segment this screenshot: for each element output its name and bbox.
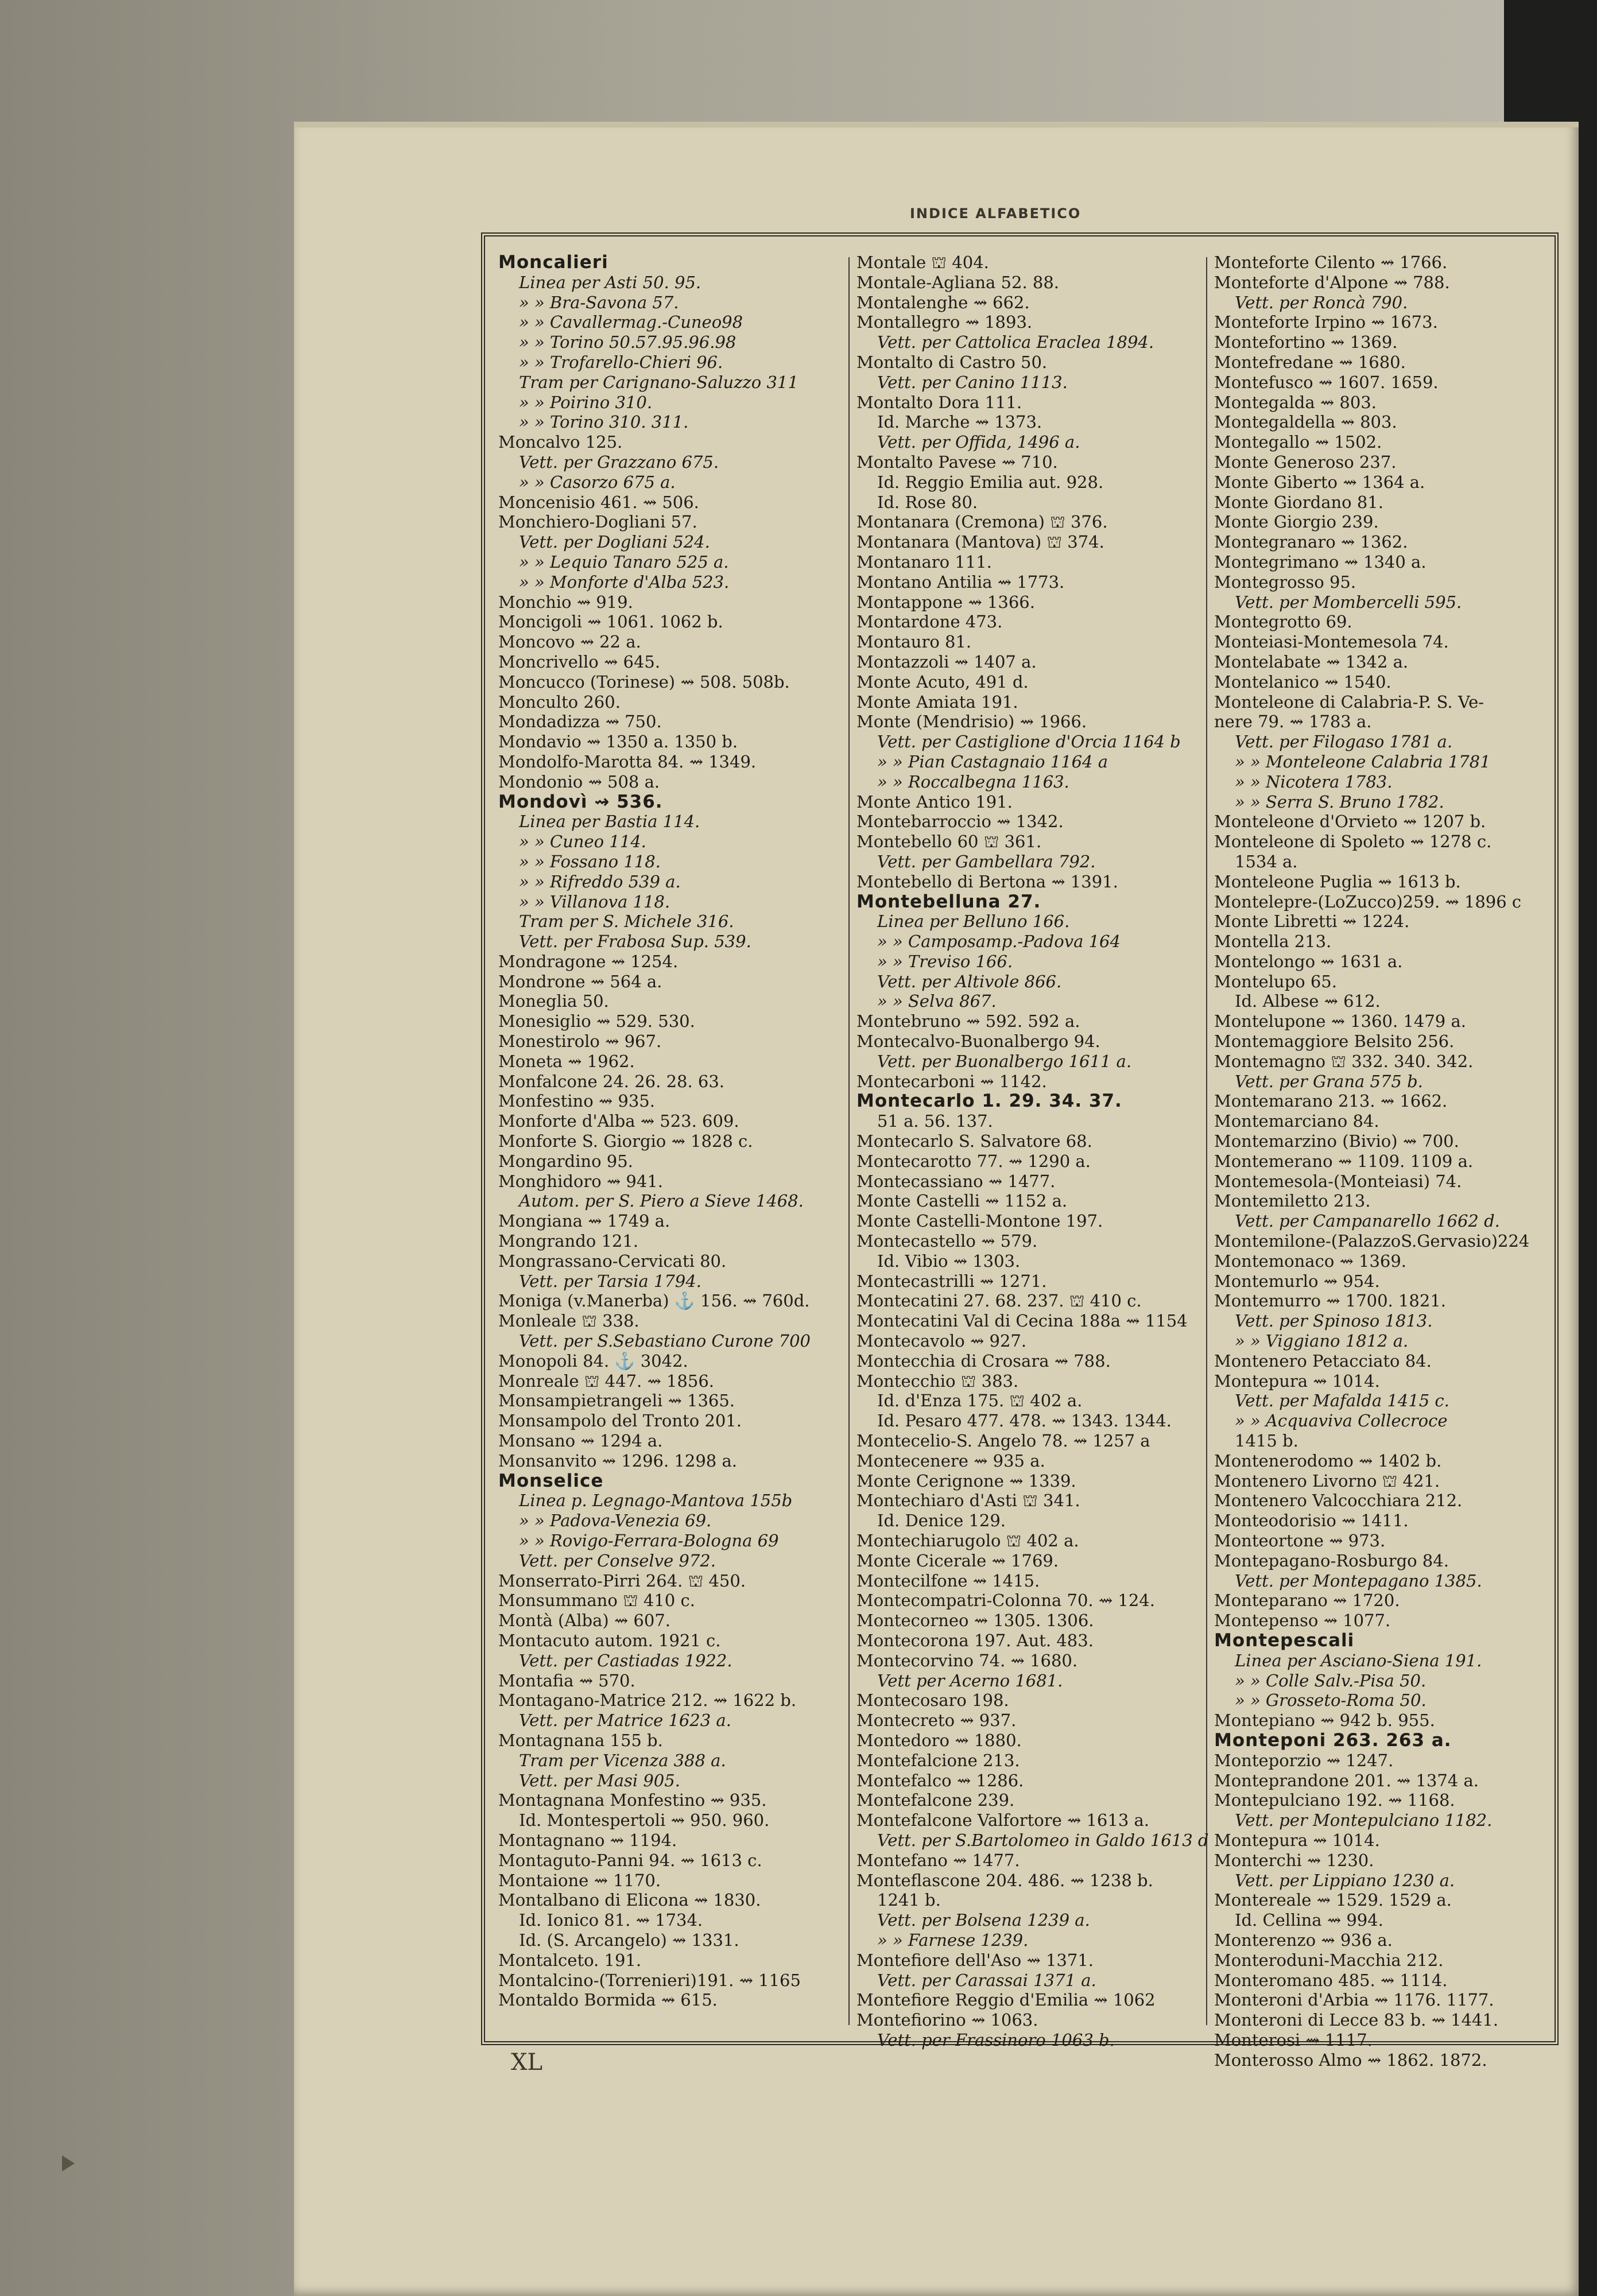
index-entry: Montelanico ⇝ 1540. (1214, 672, 1391, 692)
index-entry: Montemilone-(PalazzoS.Gervasio)224 (1214, 1231, 1530, 1251)
index-entry: Montappone ⇝ 1366. (856, 592, 1035, 612)
column-rule-2 (1206, 257, 1207, 2025)
index-entry: Montagnana Monfestino ⇝ 935. (498, 1790, 767, 1810)
index-entry: Montelupone ⇝ 1360. 1479 a. (1214, 1011, 1466, 1031)
index-entry: Montegrotto 69. (1214, 612, 1352, 632)
index-entry: Montefalco ⇝ 1286. (856, 1770, 1024, 1790)
index-entry: Moncalvo 125. (498, 432, 623, 452)
index-entry: Montenero Petacciato 84. (1214, 1351, 1432, 1371)
index-entry: » » Treviso 166. (877, 951, 1013, 971)
index-entry: Montepura ⇝ 1014. (1214, 1830, 1380, 1850)
index-entry: Montagnana 155 b. (498, 1730, 663, 1750)
index-entry: Monte Cicerale ⇝ 1769. (856, 1550, 1059, 1570)
index-entry: Mongiana ⇝ 1749 a. (498, 1211, 670, 1231)
index-entry: Monte (Mendrisio) ⇝ 1966. (856, 712, 1087, 732)
index-entry: 51 a. 56. 137. (877, 1111, 993, 1131)
index-entry: Montecalvo-Buonalbergo 94. (856, 1031, 1100, 1052)
index-entry: Montella 213. (1214, 932, 1332, 952)
index-entry: Monteforte Cilento ⇝ 1766. (1214, 253, 1448, 272)
index-entry: Montagano-Matrice 212. ⇝ 1622 b. (498, 1690, 797, 1711)
index-entry: Montecassiano ⇝ 1477. (856, 1171, 1056, 1191)
index-entry: Montecatini Val di Cecina 188a ⇝ 1154 (856, 1311, 1188, 1331)
index-entry: » » Roccalbegna 1163. (877, 771, 1069, 792)
index-column-2 (856, 253, 1209, 2050)
index-entry: Vett. per Offida, 1496 a. (877, 432, 1080, 452)
page-top-edge (294, 122, 1579, 127)
index-entry: Montallegro ⇝ 1893. (856, 312, 1033, 332)
index-entry: Monte Giordano 81. (1214, 492, 1383, 512)
index-entry: » » Selva 867. (877, 991, 997, 1011)
index-entry: Montanara (Cremona) ⛫ 376. (856, 512, 1108, 532)
index-entry: » » Pian Castagnaio 1164 a (877, 751, 1108, 771)
index-entry: Vett. per Montepulciano 1182. (1235, 1810, 1493, 1830)
index-entry: Vett. per Dogliani 524. (519, 532, 710, 552)
index-entry: Moncucco (Torinese) ⇝ 508. 508b. (498, 672, 790, 692)
index-entry: Monsampietrangeli ⇝ 1365. (498, 1391, 735, 1411)
index-entry: Vett. per Castiadas 1922. (519, 1650, 732, 1670)
index-entry: Montecchia di Crosara ⇝ 788. (856, 1351, 1111, 1371)
index-entry: Monte Libretti ⇝ 1224. (1214, 912, 1410, 932)
index-entry: Montecarotto 77. ⇝ 1290 a. (856, 1151, 1091, 1171)
index-entry: Montemurlo ⇝ 954. (1214, 1271, 1380, 1291)
index-entry: Montecorvino 74. ⇝ 1680. (856, 1650, 1078, 1670)
page-folio: XL (511, 2049, 543, 2076)
index-entry: Montecarlo S. Salvatore 68. (856, 1131, 1092, 1151)
index-entry: Id. Cellina ⇝ 994. (1235, 1910, 1383, 1930)
index-entry: Montecorona 197. Aut. 483. (856, 1630, 1094, 1650)
index-entry: » » Nicotera 1783. (1235, 771, 1393, 792)
index-entry: Linea per Belluno 166. (877, 912, 1070, 932)
index-entry: » » Monteleone Calabria 1781 (1235, 751, 1491, 771)
index-entry: Linea per Asti 50. 95. (519, 272, 701, 292)
index-entry: Montauro 81. (856, 632, 972, 652)
index-entry: Montepescali (1214, 1630, 1355, 1651)
index-entry: Monculto 260. (498, 692, 621, 712)
index-entry: Montecompatri-Colonna 70. ⇝ 124. (856, 1591, 1155, 1611)
index-entry: Moncovo ⇝ 22 a. (498, 632, 641, 652)
index-entry: Montefalcone Valfortore ⇝ 1613 a. (856, 1810, 1150, 1830)
index-entry: Monte Acuto, 491 d. (856, 672, 1029, 692)
index-entry: Monserrato-Pirri 264. ⛫ 450. (498, 1570, 746, 1591)
index-entry: Montegalda ⇝ 803. (1214, 392, 1377, 412)
index-entry: Monteflascone 204. 486. ⇝ 1238 b. (856, 1870, 1153, 1890)
index-entry: Montalbano di Elicona ⇝ 1830. (498, 1890, 761, 1910)
index-entry: » » Torino 310. 311. (519, 412, 689, 432)
index-entry: Vett. per Filogaso 1781 a. (1235, 732, 1453, 752)
index-entry: » » Torino 50.57.95.96.98 (519, 332, 737, 352)
index-entry: Vett. per Carassai 1371 a. (877, 1970, 1096, 1990)
index-entry: Vett. per Conselve 972. (519, 1550, 716, 1570)
index-entry: Monteroni d'Arbia ⇝ 1176. 1177. (1214, 1990, 1494, 2010)
index-entry: Vett. per Mafalda 1415 c. (1235, 1391, 1449, 1411)
index-entry: Montecreto ⇝ 937. (856, 1711, 1017, 1731)
index-entry: Montemurro ⇝ 1700. 1821. (1214, 1291, 1447, 1311)
index-entry: Moneta ⇝ 1962. (498, 1051, 635, 1071)
index-entry: Linea per Bastia 114. (519, 812, 700, 832)
index-entry: Monsanvito ⇝ 1296. 1298 a. (498, 1450, 737, 1471)
index-entry: Montafia ⇝ 570. (498, 1670, 635, 1690)
index-entry: Monteroduni-Macchia 212. (1214, 1950, 1444, 1970)
index-entry: Vett. per Montepagano 1385. (1235, 1570, 1482, 1591)
index-entry: Montalto Pavese ⇝ 710. (856, 452, 1058, 472)
index-entry: Montefortino ⇝ 1369. (1214, 332, 1398, 352)
index-entry: Moncrivello ⇝ 645. (498, 651, 661, 672)
index-entry: Vett. per Buonalbergo 1611 a. (877, 1051, 1132, 1071)
index-entry: Tram per Vicenza 388 a. (519, 1750, 726, 1770)
index-entry: Montecastrilli ⇝ 1271. (856, 1271, 1047, 1291)
index-entry: Montefusco ⇝ 1607. 1659. (1214, 372, 1439, 392)
index-entry: » » Monforte d'Alba 523. (519, 572, 730, 592)
index-entry: Id. d'Enza 175. ⛫ 402 a. (877, 1391, 1083, 1411)
index-entry: Montà (Alba) ⇝ 607. (498, 1611, 670, 1631)
index-entry: Monsano ⇝ 1294 a. (498, 1431, 663, 1451)
index-entry: Vett. per Lippiano 1230 a. (1235, 1870, 1455, 1890)
index-entry: » » Farnese 1239. (877, 1930, 1029, 1950)
index-entry: » » Fossano 118. (519, 851, 661, 871)
index-entry: Vett. per Tarsia 1794. (519, 1271, 701, 1291)
index-entry: Linea per Asciano-Siena 191. (1235, 1650, 1482, 1670)
index-entry: Mongrassano-Cervicati 80. (498, 1251, 727, 1271)
index-entry: Montecarlo 1. 29. 34. 37. (856, 1091, 1122, 1112)
column-rule-1 (848, 257, 850, 2025)
index-entry: Vett. per Gambellara 792. (877, 851, 1096, 871)
index-entry: Montefano ⇝ 1477. (856, 1850, 1020, 1870)
index-entry: » » Cavallermag.-Cuneo98 (519, 312, 743, 332)
index-entry: Monesiglio ⇝ 529. 530. (498, 1011, 695, 1031)
index-entry: Mongrando 121. (498, 1231, 639, 1251)
index-entry: Montalenghe ⇝ 662. (856, 292, 1030, 312)
index-entry: Monteforte d'Alpone ⇝ 788. (1214, 272, 1450, 292)
index-entry: Monreale ⛫ 447. ⇝ 1856. (498, 1371, 714, 1391)
index-entry: Montebello 60 ⛫ 361. (856, 832, 1042, 852)
index-entry: Moncalieri (498, 252, 608, 273)
index-entry: Vett. per Roncà 790. (1235, 292, 1408, 312)
index-entry: Moncenisio 461. ⇝ 506. (498, 492, 699, 512)
index-entry: Monterosso Almo ⇝ 1862. 1872. (1214, 2050, 1487, 2070)
index-entry: Vett. per Bolsena 1239 a. (877, 1910, 1090, 1930)
index-entry: Linea p. Legnago-Mantova 155b (519, 1491, 793, 1511)
index-entry: Montenero Livorno ⛫ 421. (1214, 1471, 1440, 1491)
index-entry: Montechiarugolo ⛫ 402 a. (856, 1531, 1079, 1550)
index-entry: Montelongo ⇝ 1631 a. (1214, 951, 1403, 971)
index-entry: Montecilfone ⇝ 1415. (856, 1570, 1040, 1591)
index-entry: Monteforte Irpino ⇝ 1673. (1214, 312, 1438, 332)
index-entry: Id. Denice 129. (877, 1511, 1006, 1531)
index-entry: Montefredane ⇝ 1680. (1214, 352, 1406, 372)
index-entry: Montecelio-S. Angelo 78. ⇝ 1257 a (856, 1431, 1150, 1451)
index-entry: Montefiorino ⇝ 1063. (856, 2010, 1038, 2030)
index-entry: » » Rifreddo 539 a. (519, 871, 681, 891)
index-entry: Id. Albese ⇝ 612. (1235, 991, 1381, 1011)
index-entry: » » Padova-Venezia 69. (519, 1511, 712, 1531)
index-entry: Montalto Dora 111. (856, 392, 1022, 412)
index-entry: Vett. per Masi 905. (519, 1770, 680, 1790)
index-entry: Monte Giorgio 239. (1214, 512, 1379, 532)
index-entry: » » Cuneo 114. (519, 832, 646, 852)
index-entry: » » Trofarello-Chieri 96. (519, 352, 723, 372)
index-entry: Id. Montespertoli ⇝ 950. 960. (519, 1810, 770, 1830)
index-entry: 1534 a. (1235, 851, 1298, 871)
index-entry: Vett. per S.Bartolomeo in Galdo 1613 d (877, 1830, 1209, 1850)
index-entry: Monterchi ⇝ 1230. (1214, 1850, 1374, 1870)
index-entry: Monte Cerignone ⇝ 1339. (856, 1471, 1076, 1491)
index-entry: Autom. per S. Piero a Sieve 1468. (519, 1191, 804, 1211)
index-entry: Mondragone ⇝ 1254. (498, 951, 679, 971)
index-entry: Montefalcone 239. (856, 1790, 1015, 1810)
index-entry: Mondavio ⇝ 1350 a. 1350 b. (498, 732, 738, 752)
index-entry: Montefalcione 213. (856, 1750, 1020, 1770)
index-column-1 (498, 253, 843, 2026)
index-entry: Montebello di Bertona ⇝ 1391. (856, 871, 1118, 891)
index-entry: Monsampolo del Tronto 201. (498, 1411, 742, 1431)
index-entry: Mondadizza ⇝ 750. (498, 712, 662, 732)
index-entry: » » Poirino 310. (519, 392, 653, 412)
index-entry: Mondrone ⇝ 564 a. (498, 971, 662, 991)
index-entry: » » Grosseto-Roma 50. (1235, 1690, 1427, 1711)
index-entry: Montelabate ⇝ 1342 a. (1214, 651, 1409, 672)
index-entry: Montano Antilia ⇝ 1773. (856, 572, 1065, 592)
index-entry: Monteromano 485. ⇝ 1114. (1214, 1970, 1448, 1990)
index-entry: Montefiore dell'Aso ⇝ 1371. (856, 1950, 1094, 1970)
index-entry: Monteponi 263. 263 a. (1214, 1729, 1452, 1751)
index-entry: Montemerano ⇝ 1109. 1109 a. (1214, 1151, 1474, 1171)
index-entry: Montazzoli ⇝ 1407 a. (856, 651, 1037, 672)
index-entry: Monghidoro ⇝ 941. (498, 1171, 663, 1191)
index-entry: Id. Pesaro 477. 478. ⇝ 1343. 1344. (877, 1411, 1172, 1431)
index-entry: Monte Generoso 237. (1214, 452, 1397, 472)
index-entry: » » Villanova 118. (519, 891, 670, 912)
index-entry: Id. (S. Arcangelo) ⇝ 1331. (519, 1930, 739, 1950)
index-entry: Montaione ⇝ 1170. (498, 1870, 661, 1890)
index-entry: Vett. per Mombercelli 595. (1235, 592, 1462, 612)
index-entry: Monteleone d'Orvieto ⇝ 1207 b. (1214, 812, 1486, 832)
index-entry: Mondonio ⇝ 508 a. (498, 771, 660, 792)
index-entry: Montepura ⇝ 1014. (1214, 1371, 1380, 1391)
index-entry: Montemaggiore Belsito 256. (1214, 1031, 1455, 1052)
index-entry: Montebelluna 27. (856, 891, 1041, 912)
page-marker-icon (62, 2155, 75, 2171)
index-entry: Id. Vibio ⇝ 1303. (877, 1251, 1021, 1271)
index-entry: Monte Antico 191. (856, 792, 1013, 812)
index-entry: Monestirolo ⇝ 967. (498, 1031, 662, 1052)
index-entry: Monchiero-Dogliani 57. (498, 512, 697, 532)
index-entry: Monte Amiata 191. (856, 692, 1018, 712)
index-entry: Montegallo ⇝ 1502. (1214, 432, 1382, 452)
index-entry: Montedoro ⇝ 1880. (856, 1730, 1022, 1750)
index-entry: Montecatini 27. 68. 237. ⛫ 410 c. (856, 1291, 1142, 1311)
index-entry: Montalto di Castro 50. (856, 352, 1048, 372)
index-entry: Montegranaro ⇝ 1362. (1214, 532, 1408, 552)
index-entry: Vett. per Frabosa Sup. 539. (519, 932, 751, 952)
index-entry: » » Acquaviva Collecroce (1235, 1411, 1448, 1431)
index-entry: Montemiletto 213. (1214, 1191, 1371, 1211)
index-entry: 1415 b. (1235, 1431, 1298, 1451)
index-entry: Montale-Agliana 52. 88. (856, 272, 1059, 292)
index-entry: » » Lequio Tanaro 525 a. (519, 552, 729, 572)
index-entry: Montemarano 213. ⇝ 1662. (1214, 1091, 1448, 1111)
index-entry: Mondolfo-Marotta 84. ⇝ 1349. (498, 751, 757, 771)
index-entry: Montelupo 65. (1214, 971, 1337, 991)
index-entry: Montemagno ⛫ 332. 340. 342. (1214, 1051, 1474, 1071)
index-entry: Monte Giberto ⇝ 1364 a. (1214, 472, 1425, 492)
index-entry: Montagnano ⇝ 1194. (498, 1830, 677, 1850)
index-entry: » » Bra-Savona 57. (519, 292, 679, 312)
index-entry: Moncigoli ⇝ 1061. 1062 b. (498, 612, 723, 632)
index-entry: Vett. per Grana 575 b. (1235, 1071, 1423, 1091)
index-entry: Monterosi ⇝ 1117. (1214, 2030, 1373, 2050)
index-entry: Monleale ⛫ 338. (498, 1311, 639, 1331)
index-entry: Monte Castelli-Montone 197. (856, 1211, 1103, 1231)
index-entry: Moneglia 50. (498, 991, 609, 1011)
index-entry: Montacuto autom. 1921 c. (498, 1630, 721, 1650)
index-entry: Monfestino ⇝ 935. (498, 1091, 655, 1111)
index-entry: 1241 b. (877, 1890, 941, 1910)
index-entry: Monteodorisio ⇝ 1411. (1214, 1511, 1409, 1531)
index-entry: Monchio ⇝ 919. (498, 592, 633, 612)
index-entry: Monteortone ⇝ 973. (1214, 1531, 1386, 1550)
index-column-3 (1214, 253, 1554, 2070)
index-entry: Montepenso ⇝ 1077. (1214, 1611, 1391, 1631)
index-entry: Monteprandone 201. ⇝ 1374 a. (1214, 1770, 1479, 1790)
index-entry: Monte Castelli ⇝ 1152 a. (856, 1191, 1068, 1211)
index-entry: » » Serra S. Bruno 1782. (1235, 792, 1444, 812)
index-entry: Monfalcone 24. 26. 28. 63. (498, 1071, 725, 1091)
index-entry: Id. Reggio Emilia aut. 928. (877, 472, 1104, 492)
index-entry: Montepiano ⇝ 942 b. 955. (1214, 1711, 1435, 1731)
index-entry: Montecosaro 198. (856, 1690, 1009, 1711)
index-entry: » » Viggiano 1812 a. (1235, 1331, 1409, 1351)
index-entry: Montanara (Mantova) ⛫ 374. (856, 532, 1104, 552)
index-entry: Monforte d'Alba ⇝ 523. 609. (498, 1111, 739, 1131)
page-header: INDICE ALFABETICO (910, 205, 1082, 222)
index-entry: Monteiasi-Montemesola 74. (1214, 632, 1449, 652)
index-entry: Monsummano ⛫ 410 c. (498, 1591, 695, 1611)
index-entry: Monforte S. Giorgio ⇝ 1828 c. (498, 1131, 753, 1151)
index-entry: Mondovì ⇝ 536. (498, 791, 663, 812)
index-entry: Vett. per Campanarello 1662 d. (1235, 1211, 1500, 1231)
index-entry: Montaldo Bormida ⇝ 615. (498, 1990, 718, 2010)
index-entry: Moniga (v.Manerba) ⚓ 156. ⇝ 760d. (498, 1291, 810, 1311)
index-entry: Montelepre-(LoZucco)259. ⇝ 1896 c (1214, 891, 1522, 912)
index-entry: Monteleone Puglia ⇝ 1613 b. (1214, 871, 1461, 891)
index-entry: Tram per S. Michele 316. (519, 912, 734, 932)
index-entry: Montalceto. 191. (498, 1950, 642, 1970)
index-entry: Id. Rose 80. (877, 492, 978, 512)
index-entry: Monterenzo ⇝ 936 a. (1214, 1930, 1393, 1950)
index-entry: Montecastello ⇝ 579. (856, 1231, 1038, 1251)
index-entry: Monteporzio ⇝ 1247. (1214, 1750, 1394, 1770)
index-entry: Montepagano-Rosburgo 84. (1214, 1550, 1449, 1570)
index-entry: » » Casorzo 675 a. (519, 472, 676, 492)
index-entry: Montegrosso 95. (1214, 572, 1356, 592)
index-entry: Vett per Acerno 1681. (877, 1670, 1063, 1690)
index-entry: Montalcino-(Torrenieri)191. ⇝ 1165 (498, 1970, 801, 1990)
index-entry: Montemarzino (Bivio) ⇝ 700. (1214, 1131, 1459, 1151)
index-entry: Montenerodomo ⇝ 1402 b. (1214, 1450, 1442, 1471)
index-entry: Montemonaco ⇝ 1369. (1214, 1251, 1407, 1271)
index-entry: Montardone 473. (856, 612, 1003, 632)
index-entry: Montechiaro d'Asti ⛫ 341. (856, 1491, 1080, 1511)
index-entry: Tram per Carignano-Saluzzo 311 (519, 372, 798, 392)
index-entry: Montemarciano 84. (1214, 1111, 1379, 1131)
index-entry: » » Rovigo-Ferrara-Bologna 69 (519, 1531, 779, 1550)
index-entry: Montegrimano ⇝ 1340 a. (1214, 552, 1427, 572)
index-entry: Monopoli 84. ⚓ 3042. (498, 1351, 688, 1371)
index-entry: Montegaldella ⇝ 803. (1214, 412, 1397, 432)
index-entry: Montepulciano 192. ⇝ 1168. (1214, 1790, 1455, 1810)
index-entry: Mongardino 95. (498, 1151, 633, 1171)
index-entry: Montenero Valcocchiara 212. (1214, 1491, 1463, 1511)
index-entry: nere 79. ⇝ 1783 a. (1214, 712, 1372, 732)
index-entry: » » Colle Salv.-Pisa 50. (1235, 1670, 1427, 1690)
index-entry: Vett. per Grazzano 675. (519, 452, 719, 472)
index-entry: Vett. per Matrice 1623 a. (519, 1711, 731, 1731)
index-entry: Montale ⛫ 404. (856, 253, 989, 272)
index-entry: Vett. per Frassinoro 1063 b. (877, 2030, 1115, 2050)
index-entry: Montecchio ⛫ 383. (856, 1371, 1019, 1391)
index-entry: Vett. per Castiglione d'Orcia 1164 b (877, 732, 1181, 752)
index-entry: Vett. per S.Sebastiano Curone 700 (519, 1331, 811, 1351)
index-entry: Vett. per Canino 1113. (877, 372, 1068, 392)
index-entry: Monteparano ⇝ 1720. (1214, 1591, 1400, 1611)
index-entry: Montebarroccio ⇝ 1342. (856, 812, 1064, 832)
index-entry: Montecarboni ⇝ 1142. (856, 1071, 1047, 1091)
index-entry: Montecorneo ⇝ 1305. 1306. (856, 1611, 1094, 1631)
index-entry: Montecenere ⇝ 935 a. (856, 1450, 1045, 1471)
index-entry: Monteroni di Lecce 83 b. ⇝ 1441. (1214, 2010, 1499, 2030)
index-entry: Montecavolo ⇝ 927. (856, 1331, 1027, 1351)
index-entry: Montemesola-(Monteiasi) 74. (1214, 1171, 1462, 1191)
index-entry: Montebruno ⇝ 592. 592 a. (856, 1011, 1080, 1031)
index-entry: Monteleone di Calabria-P. S. Ve- (1214, 692, 1484, 712)
index-entry: Montanaro 111. (856, 552, 992, 572)
index-entry: Montereale ⇝ 1529. 1529 a. (1214, 1890, 1452, 1910)
index-entry: Id. Ionico 81. ⇝ 1734. (519, 1910, 703, 1930)
index-entry: Montefiore Reggio d'Emilia ⇝ 1062 (856, 1990, 1156, 2010)
index-entry: Monteleone di Spoleto ⇝ 1278 c. (1214, 832, 1492, 852)
index-entry: Vett. per Altivole 866. (877, 971, 1062, 991)
index-entry: Monselice (498, 1470, 604, 1491)
index-entry: Vett. per Spinoso 1813. (1235, 1311, 1433, 1331)
index-entry: Id. Marche ⇝ 1373. (877, 412, 1042, 432)
index-entry: Montaguto-Panni 94. ⇝ 1613 c. (498, 1850, 762, 1870)
index-entry: » » Camposamp.-Padova 164 (877, 932, 1121, 952)
index-entry: Vett. per Cattolica Eraclea 1894. (877, 332, 1154, 352)
